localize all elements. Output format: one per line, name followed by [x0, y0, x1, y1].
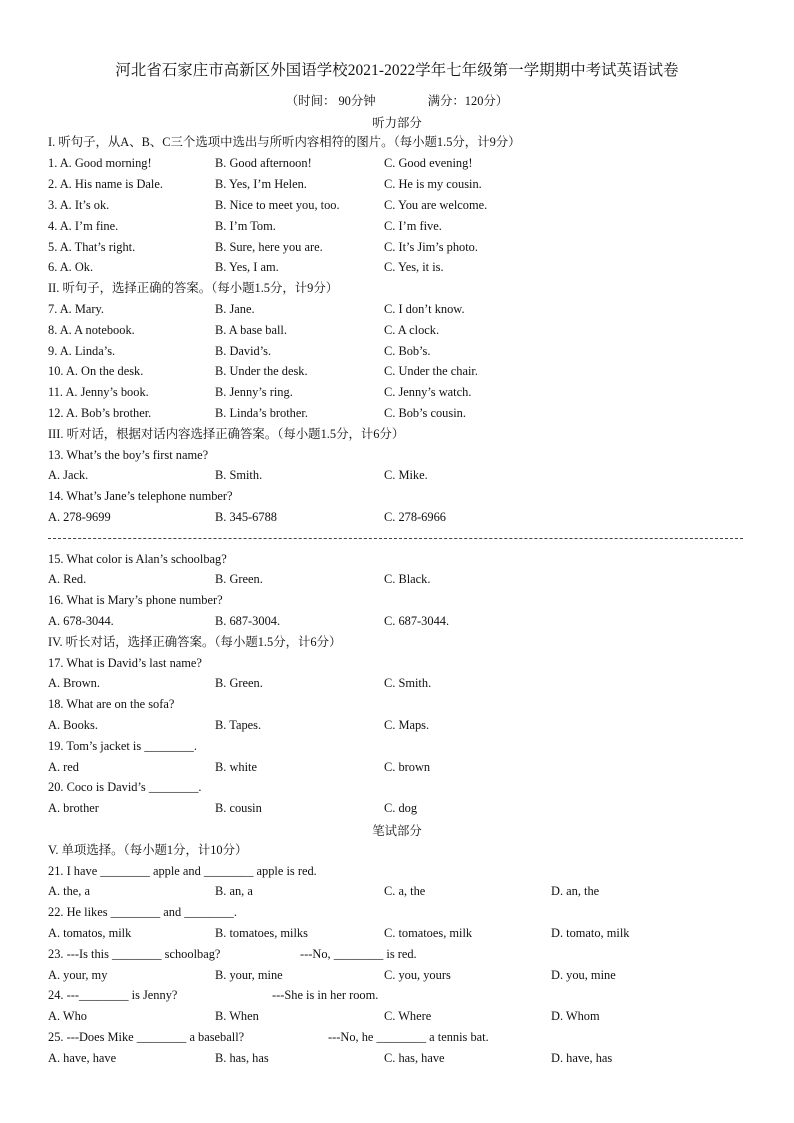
- listening-heading: 听力部分: [372, 116, 422, 130]
- section-1-heading: I. 听句子，从A、B、C三个选项中选出与所听内容相符的图片。（每小题1.5分，计9分）: [48, 135, 521, 149]
- option-c: C. It’s Jim’s photo.: [384, 240, 478, 254]
- option-b: B. Jane.: [215, 302, 255, 316]
- answer-row: [0, 675, 794, 691]
- section-5-heading: V. 单项选择。（每小题1分，计10分）: [48, 843, 248, 857]
- option-b: B. Yes, I’m Helen.: [215, 177, 307, 191]
- section-2-heading: II. 听句子，选择正确的答案。（每小题1.5分，计9分）: [48, 281, 339, 295]
- answer-row: [0, 467, 794, 483]
- option-c: C. 687-3044.: [384, 614, 450, 628]
- option-a: 2. A. His name is Dale.: [48, 177, 163, 191]
- option-c: C. Good evening!: [384, 156, 473, 170]
- option-b: B. Tapes.: [215, 718, 262, 732]
- exam-full-score: 满分：120分）: [427, 94, 509, 108]
- option-c: C. Black.: [384, 572, 431, 586]
- section-4-heading: IV. 听长对话，选择正确答案。（每小题1.5分，计6分）: [48, 635, 342, 649]
- question-25-prompt: 25. ---Does Mike ________ a baseball?: [48, 1030, 245, 1044]
- option-b: B. cousin: [215, 801, 262, 815]
- answer-row: [0, 925, 794, 941]
- option-b: B. When: [215, 1009, 259, 1023]
- answer-row: [0, 1008, 794, 1024]
- answer-row: [0, 800, 794, 816]
- option-b: B. Linda’s brother.: [215, 406, 308, 420]
- option-b: B. Sure, here you are.: [215, 240, 323, 254]
- answer-row: [0, 967, 794, 983]
- option-c: C. you, yours: [384, 968, 451, 982]
- option-a: A. Books.: [48, 718, 98, 732]
- answer-row: [0, 883, 794, 899]
- option-b: B. I’m Tom.: [215, 219, 276, 233]
- question-25-reply: ---No, he ________ a tennis bat.: [328, 1030, 489, 1044]
- option-c: C. Bob’s.: [384, 344, 431, 358]
- option-b: B. Jenny’s ring.: [215, 385, 293, 399]
- answer-row: [0, 613, 794, 629]
- question-row: [0, 384, 794, 400]
- option-b: B. Under the desk.: [215, 364, 308, 378]
- option-a: 9. A. Linda’s.: [48, 344, 116, 358]
- option-c: C. Smith.: [384, 676, 432, 690]
- option-a: 10. A. On the desk.: [48, 364, 144, 378]
- option-d: D. an, the: [551, 884, 600, 898]
- option-a: 12. A. Bob’s brother.: [48, 406, 152, 420]
- option-a: A. the, a: [48, 884, 90, 898]
- page-break-divider: [48, 538, 743, 539]
- option-c: C. Where: [384, 1009, 432, 1023]
- question-14: 14. What’s Jane’s telephone number?: [48, 489, 233, 503]
- question-row: [0, 322, 794, 338]
- option-c: C. dog: [384, 801, 418, 815]
- question-19: 19. Tom’s jacket is ________.: [48, 739, 197, 753]
- option-c: C. Mike.: [384, 468, 428, 482]
- option-a: A. Brown.: [48, 676, 100, 690]
- option-b: B. an, a: [215, 884, 253, 898]
- option-a: A. Who: [48, 1009, 88, 1023]
- option-b: B. Good afternoon!: [215, 156, 312, 170]
- question-24-prompt: 24. ---________ is Jenny?: [48, 988, 178, 1002]
- option-b: B. Smith.: [215, 468, 263, 482]
- answer-row: [0, 759, 794, 775]
- option-c: C. a, the: [384, 884, 426, 898]
- question-23: [0, 946, 794, 962]
- question-21: 21. I have ________ apple and ________ apple is red.: [48, 864, 317, 878]
- exam-time: （时间： 90分钟: [285, 94, 376, 108]
- option-a: A. your, my: [48, 968, 108, 982]
- question-row: [0, 197, 794, 213]
- question-23-reply: ---No, ________ is red.: [300, 947, 417, 961]
- question-row: [0, 218, 794, 234]
- question-22: 22. He likes ________ and ________.: [48, 905, 237, 919]
- answer-row: [0, 509, 794, 525]
- option-c: C. has, have: [384, 1051, 445, 1065]
- section-3-heading: III. 听对话，根据对话内容选择正确答案。（每小题1.5分，计6分）: [48, 427, 405, 441]
- option-d: D. have, has: [551, 1051, 613, 1065]
- question-row: [0, 155, 794, 171]
- question-row: [0, 239, 794, 255]
- option-a: A. 278-9699: [48, 510, 111, 524]
- option-c: C. He is my cousin.: [384, 177, 482, 191]
- option-b: B. Nice to meet you, too.: [215, 198, 340, 212]
- question-16: 16. What is Mary’s phone number?: [48, 593, 223, 607]
- question-row: [0, 176, 794, 192]
- option-a: 5. A. That’s right.: [48, 240, 136, 254]
- exam-title: 河北省石家庄市高新区外国语学校2021-2022学年七年级第一学期期中考试英语试卷: [115, 62, 679, 79]
- option-b: B. 687-3004.: [215, 614, 281, 628]
- option-a: A. 678-3044.: [48, 614, 114, 628]
- option-b: B. tomatoes, milks: [215, 926, 308, 940]
- option-d: D. tomato, milk: [551, 926, 630, 940]
- option-c: C. Maps.: [384, 718, 430, 732]
- option-c: C. Under the chair.: [384, 364, 478, 378]
- question-row: [0, 363, 794, 379]
- option-d: D. you, mine: [551, 968, 616, 982]
- option-b: B. Green.: [215, 676, 263, 690]
- option-a: 11. A. Jenny’s book.: [48, 385, 149, 399]
- option-b: B. has, has: [215, 1051, 269, 1065]
- question-20: 20. Coco is David’s ________.: [48, 780, 202, 794]
- writing-heading: 笔试部分: [372, 824, 422, 838]
- question-row: [0, 405, 794, 421]
- question-13: 13. What’s the boy’s first name?: [48, 448, 209, 462]
- option-b: B. Green.: [215, 572, 263, 586]
- option-a: 8. A. A notebook.: [48, 323, 135, 337]
- option-c: C. A clock.: [384, 323, 440, 337]
- option-a: 6. A. Ok.: [48, 260, 94, 274]
- option-c: C. You are welcome.: [384, 198, 488, 212]
- option-b: B. A base ball.: [215, 323, 287, 337]
- question-23-prompt: 23. ---Is this ________ schoolbag?: [48, 947, 221, 961]
- question-row: [0, 343, 794, 359]
- exam-info: [0, 91, 794, 109]
- question-24: [0, 987, 794, 1003]
- answer-row: [0, 717, 794, 733]
- option-c: C. 278-6966: [384, 510, 446, 524]
- option-b: B. 345-6788: [215, 510, 277, 524]
- option-c: C. Yes, it is.: [384, 260, 444, 274]
- question-25: [0, 1029, 794, 1045]
- option-c: C. Jenny’s watch.: [384, 385, 472, 399]
- answer-row: [0, 1050, 794, 1066]
- option-b: B. David’s.: [215, 344, 272, 358]
- option-a: A. Red.: [48, 572, 87, 586]
- option-d: D. Whom: [551, 1009, 600, 1023]
- question-row: [0, 259, 794, 275]
- option-a: A. Jack.: [48, 468, 89, 482]
- option-a: 1. A. Good morning!: [48, 156, 152, 170]
- option-c: C. Bob’s cousin.: [384, 406, 466, 420]
- option-c: C. I don’t know.: [384, 302, 465, 316]
- question-18: 18. What are on the sofa?: [48, 697, 175, 711]
- option-c: C. brown: [384, 760, 431, 774]
- option-b: B. white: [215, 760, 257, 774]
- question-24-reply: ---She is in her room.: [272, 988, 379, 1002]
- option-b: B. Yes, I am.: [215, 260, 279, 274]
- answer-row: [0, 571, 794, 587]
- question-17: 17. What is David’s last name?: [48, 656, 202, 670]
- option-a: A. brother: [48, 801, 99, 815]
- option-a: 7. A. Mary.: [48, 302, 104, 316]
- option-a: A. have, have: [48, 1051, 117, 1065]
- option-a: A. red: [48, 760, 79, 774]
- option-b: B. your, mine: [215, 968, 283, 982]
- option-c: C. I’m five.: [384, 219, 442, 233]
- option-c: C. tomatoes, milk: [384, 926, 473, 940]
- option-a: A. tomatos, milk: [48, 926, 132, 940]
- question-15: 15. What color is Alan’s schoolbag?: [48, 552, 227, 566]
- option-a: 3. A. It’s ok.: [48, 198, 110, 212]
- question-row: [0, 301, 794, 317]
- option-a: 4. A. I’m fine.: [48, 219, 119, 233]
